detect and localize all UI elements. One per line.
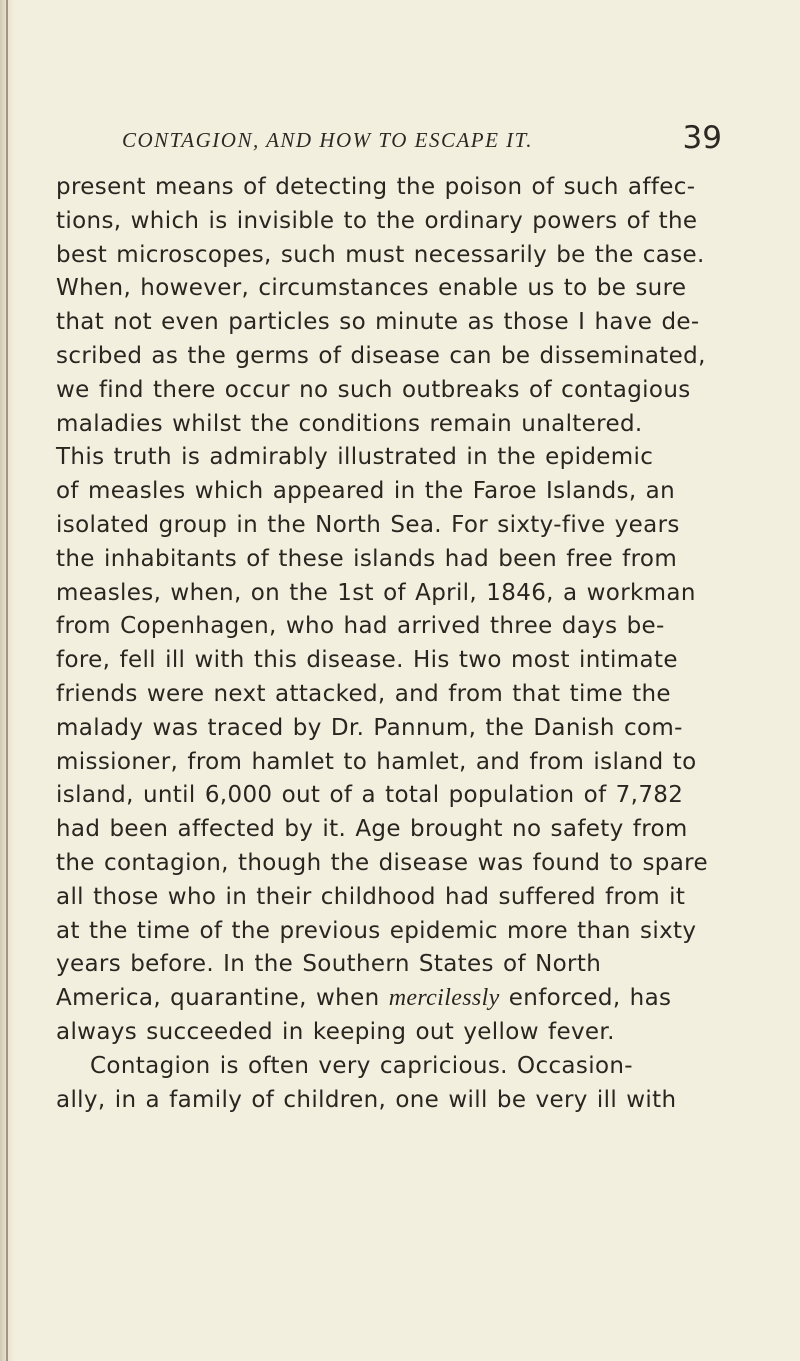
italic-emphasis: mercilessly	[388, 985, 500, 1012]
text-line: always succeeded in keeping out yellow fever.	[56, 1018, 615, 1045]
text-line: scribed as the germs of disease can be disseminated,	[56, 342, 706, 369]
text-line: measles, when, on the 1st of April, 1846, a workman	[56, 579, 696, 606]
text-line: at the time of the previous epidemic more than sixty	[56, 917, 697, 944]
text-line: maladies whilst the conditions remain unaltered.	[56, 410, 643, 437]
text-line: island, until 6,000 out of a total population of 7,782	[56, 782, 684, 809]
page-number: 39	[682, 120, 722, 156]
text-line: fore, fell ill with this disease. His two most intimate	[56, 647, 678, 674]
page-header	[122, 120, 722, 164]
text-line: friends were next attacked, and from that time the	[56, 680, 671, 707]
text-line: This truth is admirably illustrated in the epidemic	[56, 444, 654, 471]
text-line: that not even particles so minute as those I have de-	[56, 309, 700, 336]
text-line: ally, in a family of children, one will be very ill with	[56, 1086, 677, 1113]
text-line: of measles which appeared in the Faroe Islands, an	[56, 478, 676, 505]
text-line: isolated group in the North Sea. For sixty-five years	[56, 511, 680, 538]
text-line: the inhabitants of these islands had been free from	[56, 545, 678, 572]
text-line: had been affected by it. Age brought no safety from	[56, 816, 688, 843]
text-line: tions, which is invisible to the ordinary powers of the	[56, 207, 698, 234]
text-line: from Copenhagen, who had arrived three days be-	[56, 613, 665, 640]
text-line: missioner, from hamlet to hamlet, and from island to	[56, 748, 697, 775]
text-line: all those who in their childhood had suffered from it	[56, 883, 686, 910]
text-line: malady was traced by Dr. Pannum, the Danish com-	[56, 714, 683, 741]
text-line-with-emphasis	[56, 982, 722, 1016]
text-line: best microscopes, such must necessarily be the case.	[56, 241, 705, 268]
text-line: the contagion, though the disease was found to spare	[56, 849, 708, 876]
gutter-binding-line	[6, 0, 8, 1361]
text-line: When, however, circumstances enable us to be sure	[56, 275, 687, 302]
body-text	[56, 171, 722, 1117]
text-line: present means of detecting the poison of such affec-	[56, 174, 696, 200]
line-segment: enforced, has	[499, 985, 672, 1012]
text-line: we find there occur no such outbreaks of contagious	[56, 376, 691, 403]
running-title: CONTAGION, AND HOW TO ESCAPE IT.	[122, 128, 534, 152]
line-segment: America, quarantine, when	[56, 985, 389, 1012]
text-line: years before. In the Southern States of North	[56, 951, 602, 978]
paragraph-start-line: Contagion is often very capricious. Occasion-	[90, 1052, 633, 1079]
